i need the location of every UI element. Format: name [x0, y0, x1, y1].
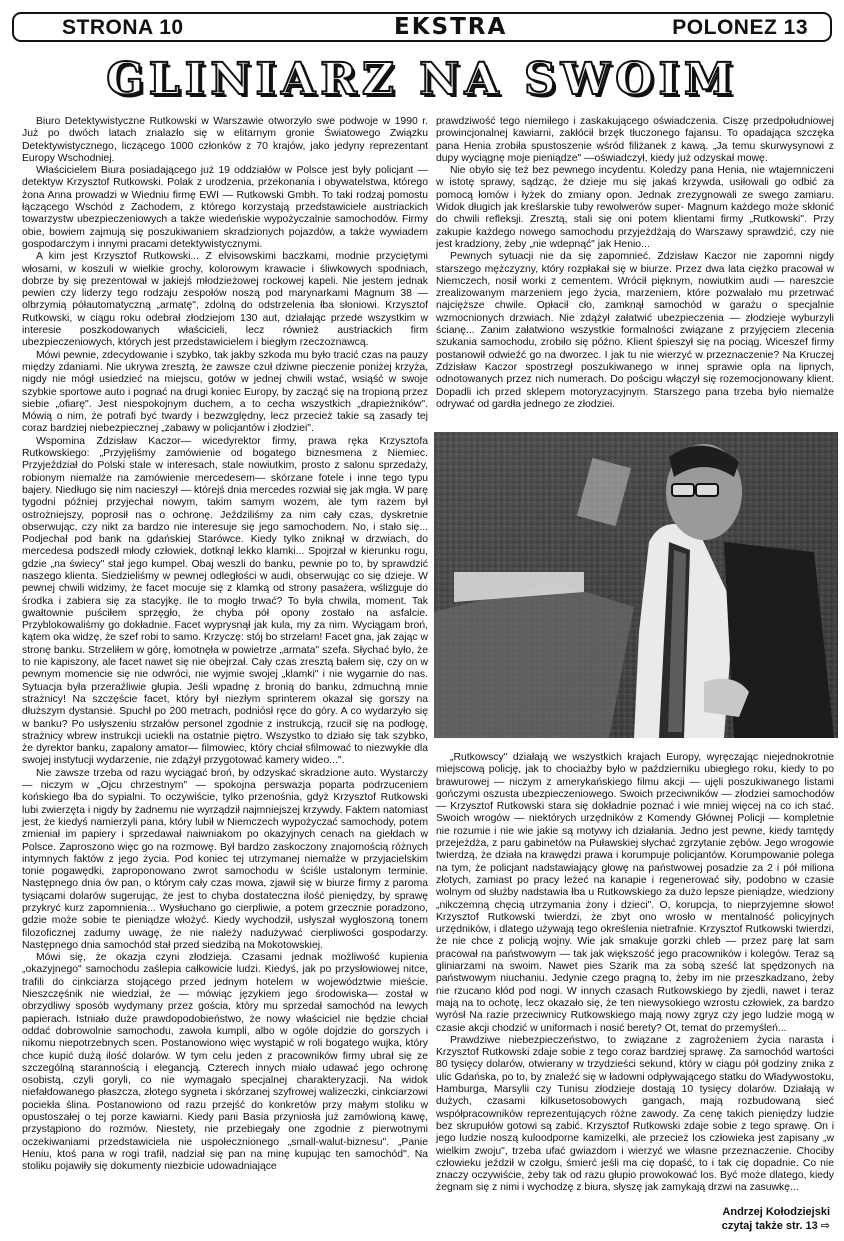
- paragraph: Biuro Detektywistyczne Rutkowski w Warszawie otworzyło swe podwoje w 1990 r. Już po dwóch latach znalazło się w elitarnym gronie Światowego Związku Detektywistycznego, liczącego 1000 członków z 70 krajów, jako jedyny reprezentant Europy Wschodniej.: [22, 116, 428, 164]
- paragraph: Nie zawsze trzeba od razu wyciągać broń, by odzyskać skradzione auto. Wystarczy — niczym w „Ojcu chrzestnym" — spokojna perswazja poparta podrzuceniem końskiego łba do sypialni. To oczywiście, tylko przenośnia, gdyż Krzysztof Rutkowski lubi zwierzęta i nigdy by żadnemu nie wyrządził najmniejszej krzywdy. Faktem natomiast jest, że kiedyś namierzyli pana, który lubił w Niemczech wypożyczać samochody, potem zmieniał im papiery i sprzedawał naiwniakom po okazyjnych cenach na giełdach w Polsce. Zaproszono więc go na rozmowę. Był bardzo zaskoczony znajomością różnych intymnych faktów z jego życia. Pod koniec tej utrzymanej niemalże w przyjacielskim tonie pogawędki, zaproponowano zwrot samochodu w ściśle ustalonym terminie. Następnego dnia ów pan, o którym cały czas mowa, zjawił się w biurze firmy z paroma tysiącami dolarów sugerując, że jest to chyba dostateczna ilość pieniędzy, by sprawę przykryć kurz zapomnienia... Wysłuchano go cierpliwie, a potem grzecznie poradzono, gdzie może sobie te pieniądze włożyć. Kiedy wychodził, usłyszał wygłoszoną tonem filozoficznej zadumy uwagę, że nie należy nadużywać cierpliwości gospodarzy. Następnego dnia samochód stał przed siedzibą na Mokotowskiej.: [22, 767, 428, 951]
- photo-portrait-image: [434, 432, 838, 738]
- issue-label: POLONEZ 13: [672, 16, 808, 39]
- paragraph: Pewnych sytuacji nie da się zapomnieć. Zdzisław Kaczor nie zapomni nigdy starszego mężczyzny, który rozpłakał się w biurze. Przez dwa lata ciężko pracował w Niemczech, nosił worki z cementem. Wrócił pięknym, nowiutkim audi — nareszcie zrealizowanym marzeniem jego życia, marzeniem, które pozwalało mu przetrwać najcięższe chwile. Opłacił cło, zamknął samochód w garażu o specjalnie wzmocnionych drzwiach. Nie zdążył załatwić ubezpieczenia — złodzieje wyburzyli ścianę... Zanim załatwiono wszystkie formalności związane z przyjęciem zlecenia szukania samochodu, zrobiło się późno. Klient śpieszył się na pociąg. Wiceszef firmy postanowił odwieźć go na dworzec. I jak tu nie wierzyć w przeznaczenie? Na Kruczej Zdzisław Kaczor spostrzegł poszukiwanego w innej sprawie opla na lipnych, odnotowanych przez nich numerach. Do pościgu włączył się rozemocjonowany klient. Dopadli ich przed sklepem motoryzacyjnym. Starszego pana trzeba było niemalże odrywać od gardła jednego ze złodziei.: [436, 251, 834, 410]
- paragraph: Mówi pewnie, zdecydowanie i szybko, tak jakby szkoda mu było tracić czas na pauzy między zdaniami. Nie ukrywa zresztą, że zawsze czuł dziwne pieczenie poniżej krzyża, nigdy nie mógł usiedzieć na miejscu, gotów w jednej chwili wstać, wsiąść w swoje szybkie sportowe auto i pognać na drugi koniec Europy, by zacząć się na tropioną przez siebie „ofiarę". Jest niespokojnym duchem, a to cecha wszystkich „drapieżników". Mówią o nim, że potrafi być twardy i bezwzględny, lecz przecież takie są zasady tej coraz bardziej niebezpiecznej „zabawy w policjantów i złodziei".: [22, 349, 428, 435]
- article-column-right-top: [436, 116, 834, 414]
- continuation-link[interactable]: czytaj także str. 13 ⇨: [721, 1220, 830, 1232]
- paragraph: Wspomina Zdzisław Kaczor— wicedyrektor firmy, prawa ręka Krzysztofa Rutkowskiego: „Przyjęliśmy zamówienie od bogatego biznesmena z Niemiec. Przyjeździał do Polski stale w interesach, stale nowiutkim, prosto z salonu sprzedaży, robionym niemalże na zamówienie mercedesem— skórzane fotele i inne tego typu bajery. Niedługo się nim nacieszył — którejś dnia mercedes rozwiał się jak mgła. W parę tygodni później przyjechał nowym, takim samym wozem, ale tym razem był ostrożniejszy, poprosił nas o ochronę. Jeździliśmy za nim cały czas, dyskretnie obserwując, czy nikt za bardzo nie interesuje się jego samochodem. No, i stało się... Podjechał pod bank na gdańskiej Starówce. Kiedy tylko zniknął w drzwiach, do mercedesa podszedł młody człowiek, dotknął lekko klamki... Spojrzał w kierunku rogu, gdzie „na świecy" stał jego kumpel. Obaj weszli do banku, pewnie po to, by sprawdzić naszego klienta. Siedzieliśmy w pewnej odległości w audi, obserwując co się dzieje. W pewnej chwili widzimy, że facet mocuje się z klamką od strony pasażera, wślizguje do środka i zabiera się za stacyjkę. Ile to mogło trwać? To była chwila, moment. Tak gwałtownie puściłem sprzęgło, że chyba pół opony zostało na asfalcie. Przyblokowaliśmy go dokładnie. Facet wyprysnął jak kula, my za nim. Wyciągam broń, kątem oka widzę, że szef robi to samo. Krzyczę: stój bo strzelam! Facet gna, jak zając w stronę banku. Strzeliłem w górę, łomotnęła w powietrze „armata" szefa. Słychać było, że to nie kapiszony, ale facet nawet się nie obejrzał. Cały czas zresztą bałem się, czy on w pewnym momencie się nie odwróci, nie wyjmie swojej „klamki" i nie wygarnie do nas. Sytuacja była przeraźliwie głupia. Jeśli wpadnę z bronią do banku, zdmuchną mnie strażnicy! Na szczęście facet, który był niezłym sprinterem okazał się gorszy na dłuższym dystansie. Spuchł po 200 metrach, podniósł ręce do góry. A co wydarzyło się w banku? Po usłyszeniu strzałów personel zgodnie z instrukcją, rzucił się na podłogę, strażnicy wbrew instrukcji uciekli na ostatnie piętro. Wszystko to działo się tak szybko, że dyrektor banku, zapalony amator— filmowiec, który chciał sfilmować to niezwykłe dla swojej instytucji wydarzenie, nie zdążył przygotować kamery wideo...".: [22, 435, 428, 767]
- article-column-left: [22, 116, 428, 1226]
- paragraph: Prawdziwe niebezpieczeństwo, to związane z zagrożeniem życia narasta i Krzysztof Rutkowski zdaje sobie z tego coraz bardziej sprawę. Za samochód wartości 80 tysięcy dolarów, otwierany w trzydzieści sekund, który w ciągu pół godziny znika z ulic Gdańska, po to, by znaleźć się w ładowni odpływającego statku do Władywostoku, Hamburga, Marsylii czy Tunisu złodzieje dostają 10 tysięcy dolarów. Działają w dużych, czasami kilkusetosobowych gangach, mają rozbudowaną sieć współpracowników reprezentujących różne zawody. Za cenę takich pieniędzy ludzie bez skrupułów gotowi są zabić. Krzysztof Rutkowski zdaje sobie z tego sprawę. On i jego ludzie noszą kuloodporne kamizelki, ale przecież los człowieka jest zapisany „w wielkim zwoju", trzeba ufać gwiazdom i wierzyć we własne przeznaczenie. Chociby człowieku jeździł w czołgu, śmierć jeśli ma cię dopaść, to i tak cię dopadnie. Co nie znaczy oczywiście, żeby tak od razu głupio prowokować los. Być może dlatego, kiedy żegnam się z nimi i wychodzę z biura, słyszę jak zamykają drzwi na zasuwkę...: [436, 1034, 834, 1194]
- paragraph: prawdziwość tego niemiłego i zaskakującego oświadczenia. Ciszę przedpołudniowej prowincjonalnej kawiarni, zakłócił brzęk tłuczonego fajansu. To opadająca szczęka pana Henia zrobiła spustoszenie wśród filiżanek z kawą. „Ja temu skurwysynowi z dupy wyciągnę moje pieniądze" —oświadczył, kiedy już odzyskał mowę.: [436, 116, 834, 164]
- author-byline: Andrzej Kołodziejski: [722, 1206, 830, 1218]
- paragraph: Nie obyło się też bez pewnego incydentu. Koledzy pana Henia, nie wtajemniczeni w istotę sprawy, sądząc, że dzieje mu się jakaś krzywda, usiłowali go odbić za pomocą łomów i łyżek do zmiany opon. Jednak zrezygnowali ze swego zamiaru. Widok długich jak kreślarskie tuby rewolwerów super- Magnum każdego może skłonić do chwili refleksji. Zresztą, stali się oni potem klientami firmy „Rutkowski". Przy zakupie każdego nowego samochodu przyjeżdżają do Warszawy sprawdzić, czy nie jest kradziony, żeby „nie wdepnąć" jak Henio...: [436, 165, 834, 250]
- article-photo: [434, 432, 838, 738]
- paragraph: Mówi się, że okazja czyni złodzieja. Czasami jednak możliwość kupienia „okazyjnego" samochodu zaślepia całkowicie ludzi. Kiedyś, jak po przysłowiowej nitce, trafili do cinkciarza stojącego przed jednym hotelem w województwie mieście. Nieszczęśnik nie wiedział, że — mówiąc językiem jego środowiska— został w obrzydliwy sposób wydymany przez gościa, który mu sprzedał samochód na lewych papierach. Istniało duże prawdopodobieństwo, że nowy właściciel nie będzie chciał oddać dobrowolnie samochodu, zawoła kumpli, albo w ogóle dojdzie do gorszych i nikomu niepotrzebnych scen. Postanowiono więc wystąpić w roli bogatego wujka, który chce kupić dużą ilość dolarów. W tym celu jeden z pracowników firmy ubrał się ze szczególną starannością i elegancją. Czterech innych miało udawać jego ochronę osobistą, czyli goryli, co nie wymagało specjalnej charakteryzacji. Na widok niefałdowanego płaszcza, złotego sygneta i skórzanej szyfrowej walizeczki, cinkciarzowi pociekła ślina. Postanowiono od razu przejść do konkretów przy małym stoliku w opustoszałej o tej porze kawiarni. Kiedy pani Basia przyniosła już zamówioną kawę, przystąpiono do rozmów. Niestety, nie przebiegały one zgodnie z pierwotnymi oczekiwaniami przedstawiciela nie uspołecznionego „small-walut-biznesu". „Panie Heniu, ktoś pana w rogi trafił, nadział się pan na minę kupując ten samochód". Na stoliku pojawiły się dokumenty niezbicie udowadniające: [22, 952, 428, 1173]
- paragraph: A kim jest Krzysztof Rutkowski... Z elvisowskimi baczkami, modnie przyciętymi włosami, w koszuli w wielkie grochy, kolorowym krawacie i śliwkowych spodniach, dobrze by się prezentował w jakiejś młodzieżowej rockowej kapeli. Nie jestem jednak pewien czy liderzy tego rodzaju zespołów noszą pod marynarkami Magnum 38 — olbrzymią półautomatyczną „armatę", zdolną do odstrzelenia łba słoniowi. Krzysztof Rutkowski, w ciągu roku odebrał złodziejom 130 aut, działając przede wszystkim w interesie poszkodowanych właścicieli, lecz również austriackich firm ubezpieczeniowych, których jest przedstawicielem i biegłym rzeczoznawcą.: [22, 251, 428, 349]
- article-headline: GLINIARZ NA SWOIM: [106, 54, 738, 105]
- paragraph: Właścicielem Biura posiadającego już 19 oddziałów w Polsce jest były policjant — detektyw Krzysztof Rutkowski. Polak z urodzenia, przekonania i obywatelstwa, którego żona Anna prowadzi w Wiedniu firmę EWI — Rutkowski Gmbh. To taki rodzaj pomostu łączącego Wschód z Zachodem, z którego korzystają przedstawiciele austriackich towarzystw ubezpieczeniowych a także wiedeńskie wypożyczalnie samochodów. Firmy obie, bowiem zajmują się poszukiwaniem skradzionych pojazdów, a także wywiadem gospodarczym i innymi pracami detektywistycznymi.: [22, 165, 428, 250]
- article-column-right-bottom: [436, 752, 834, 1202]
- page-header: [12, 12, 832, 42]
- publication-logo: EKSTRA: [394, 14, 508, 40]
- page-number: STRONA 10: [62, 16, 184, 39]
- paragraph: „Rutkowscy" działają we wszystkich krajach Europy, wyręczając niejednokrotnie miejscową policję, jak to chociażby było w październiku ubiegłego roku, kiedy to po brawurowej — niczym z amerykańskiego filmu akcji — ujęli poszukiwanego listami gończymi oszusta ubezpieczeniowego. Swoich przeciwników — złodziei samochodów — Krzysztof Rutkowski stara się dokładnie poznać i wie mniej więcej na co ich stać. Swoich wrogów — niektórych urzędników z Komendy Głównej Policji — kompletnie nie rozumie i nie wie jakie są motywy ich działania. Jedno jest pewne, kiedy tamtędy przejeżdża, z paru gabinetów na Puławskiej słychać zgrzytanie zębów. Jego wrogowie twierdzą, że działa na krawędzi prawa i korumpuje policjantów. Korumpowanie polega na tym, że policjant nadstawiający głowę na państwowej posadzie za 2 i pół miliona złotych, zamiast po pracy leżeć na kanapie i regenerować siły, podobno w czasie wolnym od służby nadstawia łba u Rutkowskiego za dużo lepsze pieniądze, wiedziony „nikczemną chęcią utrzymania żony i dzieci". O, korupcja, to nieprzyjemne słowo! Krzysztof Rutkowski twierdzi, że zbyt ono wrosło w mentalność policyjnych urzędników, i dlatego używają tego określenia nietrafnie. Krzysztof Rutkowski twierdzi, że nie chce z policją wojny. Wie jak smakuje gorzki chleb — przez parę lat sam pracował na państwowym — tak jak większość jego pracowników i kolegów. Teraz są gliniarzami na swoim. Nawet pies Szarik ma za sobą sześć lat spędzonych na państwowym niuchaniu. Jedynie czego pragną to, żeby im nie przeszkadzano, żeby nie rzucano kłód pod nogi. W innych czasach Rutkowskiego by zjedli, nawet i teraz mają na to ochotę, lecz okazało się, że ten niewysokiego wzrostu człowiek, za bardzo wyrósł Na razie przeciwnicy Rutkowskiego mają nowy zgryz czy jego ludzie mogą w czasie akcji chodzić w uniformach i nosić berety? Ot, temat do przemyśleń...: [436, 752, 834, 1034]
